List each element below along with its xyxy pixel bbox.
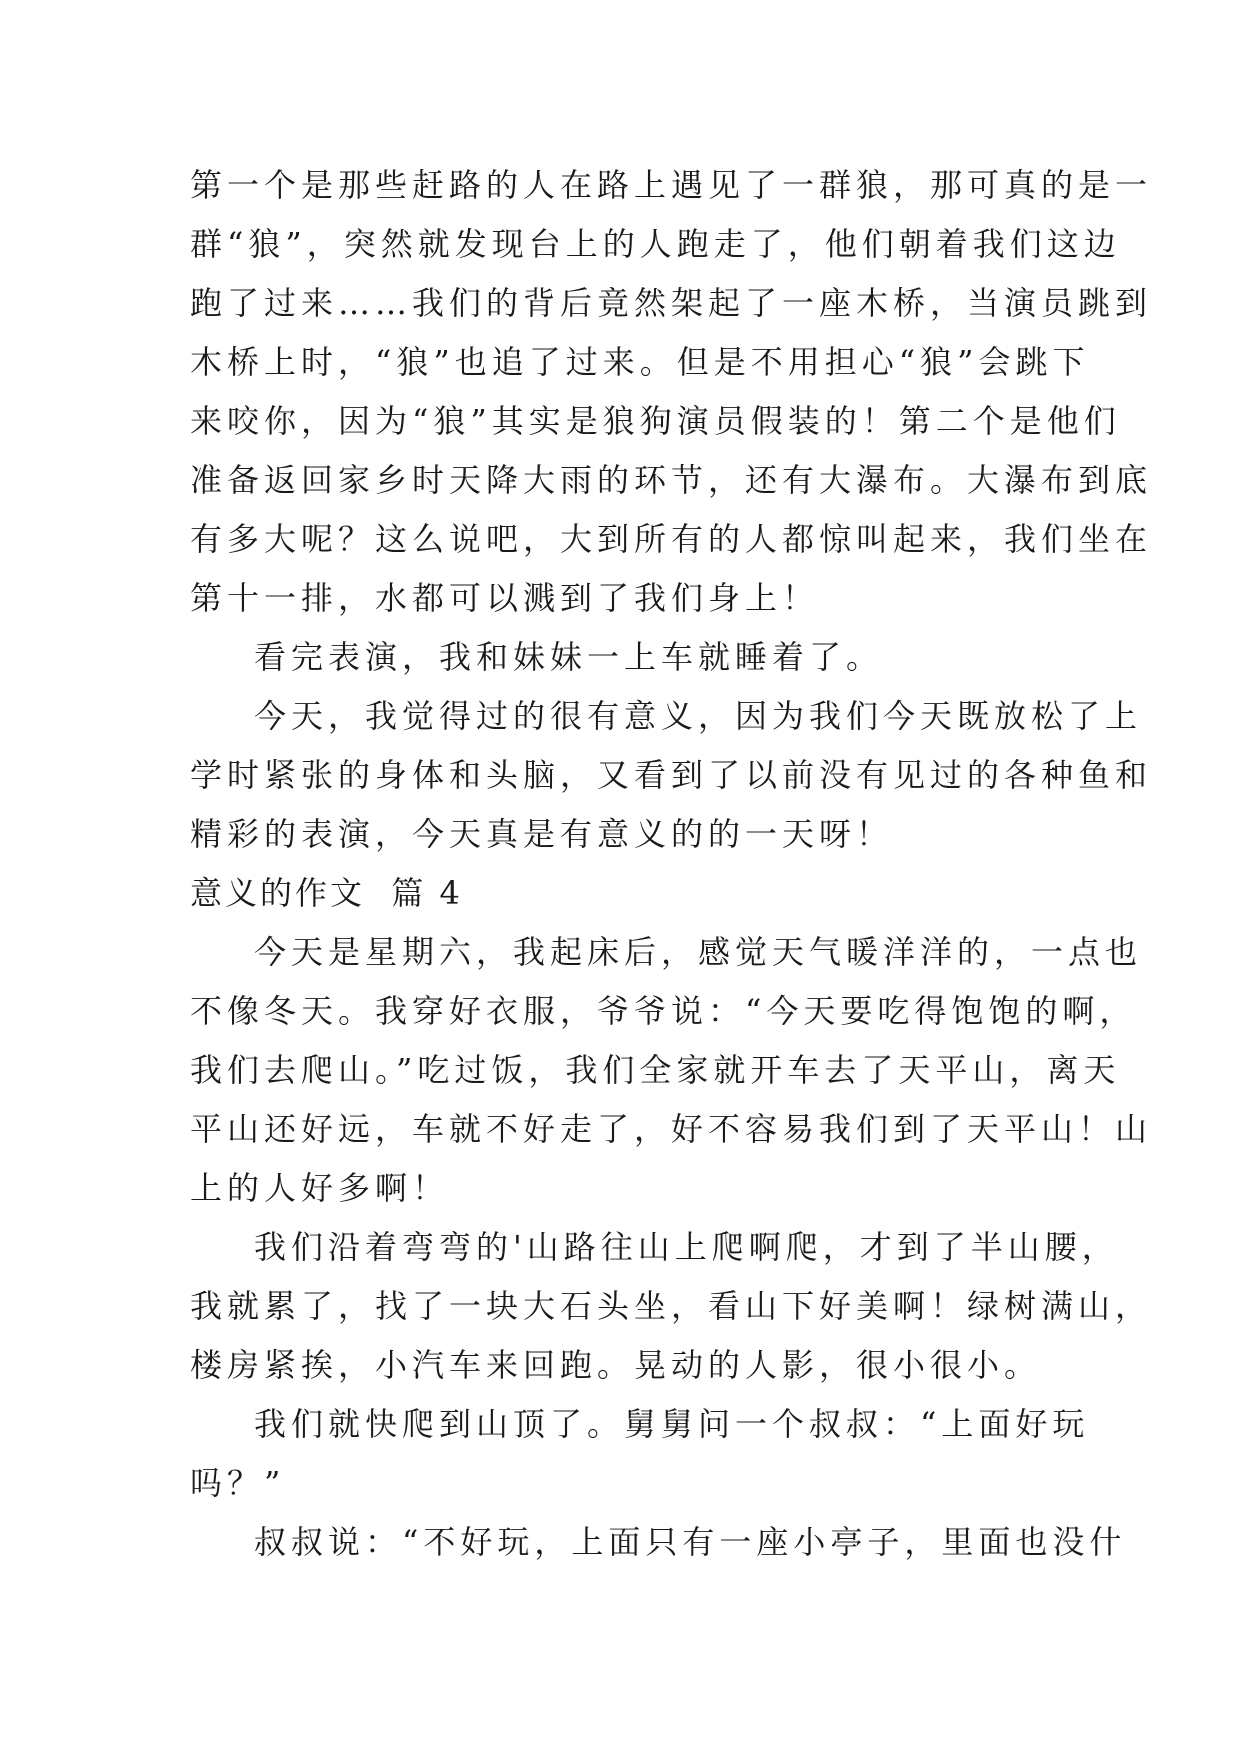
text-line: 我们去爬山。”吃过饭，我们全家就开车去了天平山，离天 xyxy=(190,1051,1121,1089)
text-line: 学时紧张的身体和头脑，又看到了以前没有见过的各种鱼和 xyxy=(190,756,1153,794)
text-line: 木桥上时，“狼”也追了过来。但是不用担心“狼”会跳下 xyxy=(190,343,1090,381)
paragraph-start-line: 看完表演，我和妹妹一上车就睡着了。 xyxy=(254,638,884,676)
paragraph-start-line: 叔叔说：“不好玩，上面只有一座小亭子，里面也没什 xyxy=(254,1523,1127,1561)
text-line: 楼房紧挨，小汽车来回跑。晃动的人影，很小很小。 xyxy=(190,1346,1042,1384)
paragraph-start-line: 今天，我觉得过的很有意义，因为我们今天既放松了上 xyxy=(254,697,1143,735)
text-line: 精彩的表演，今天真是有意义的的一天呀！ xyxy=(190,815,894,853)
text-line: 跑了过来……我们的背后竟然架起了一座木桥，当演员跳到 xyxy=(190,284,1153,322)
text-line: 群“狼”，突然就发现台上的人跑走了，他们朝着我们这边 xyxy=(190,225,1121,263)
text-line: 准备返回家乡时天降大雨的环节，还有大瀑布。大瀑布到底 xyxy=(190,461,1153,499)
paragraph-start-line: 我们就快爬到山顶了。舅舅问一个叔叔：“上面好玩 xyxy=(254,1405,1090,1443)
paragraph-start-line: 我们沿着弯弯的'山路往山上爬啊爬，才到了半山腰， xyxy=(254,1228,1119,1266)
text-line: 第十一排，水都可以溅到了我们身上！ xyxy=(190,579,820,617)
section-heading: 意义的作文 篇 4 xyxy=(190,874,463,912)
text-line: 不像冬天。我穿好衣服，爷爷说：“今天要吃得饱饱的啊， xyxy=(190,992,1137,1030)
essay-body xyxy=(190,156,1153,1572)
text-line: 吗？” xyxy=(190,1464,286,1502)
text-line: 我就累了，找了一块大石头坐，看山下好美啊！绿树满山， xyxy=(190,1287,1153,1325)
text-line: 来咬你，因为“狼”其实是狼狗演员假装的！第二个是他们 xyxy=(190,402,1121,440)
text-line: 第一个是那些赶路的人在路上遇见了一群狼，那可真的是一 xyxy=(190,166,1153,204)
text-line: 平山还好远，车就不好走了，好不容易我们到了天平山！山 xyxy=(190,1110,1153,1148)
text-line: 有多大呢？这么说吧，大到所有的人都惊叫起来，我们坐在 xyxy=(190,520,1153,558)
paragraph-start-line: 今天是星期六，我起床后，感觉天气暖洋洋的，一点也 xyxy=(254,933,1143,971)
text-line: 上的人好多啊！ xyxy=(190,1169,450,1207)
